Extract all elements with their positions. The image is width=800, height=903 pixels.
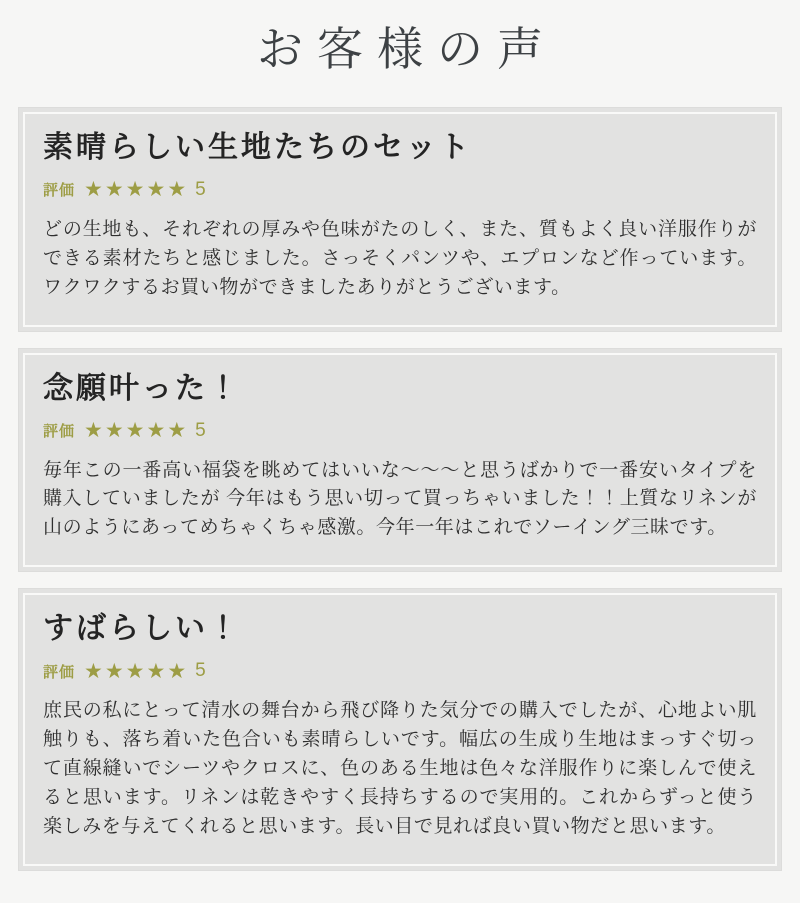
rating-row bbox=[43, 179, 757, 201]
rating-score: 5 bbox=[195, 419, 206, 441]
rating-row bbox=[43, 660, 757, 682]
rating-label: 評価 bbox=[43, 182, 76, 200]
review-title: すばらしい！ bbox=[43, 612, 241, 646]
rating-score: 5 bbox=[195, 660, 206, 682]
review-title: 素晴らしい生地たちのセット bbox=[43, 130, 472, 164]
rating-score: 5 bbox=[195, 178, 206, 200]
rating-label: 評価 bbox=[43, 663, 76, 681]
star-rating-icons: ★★★★★ bbox=[84, 419, 189, 443]
star-rating-icons: ★★★★★ bbox=[84, 178, 189, 202]
review-card bbox=[18, 107, 782, 332]
review-list bbox=[0, 107, 800, 903]
rating-label: 評価 bbox=[43, 423, 76, 441]
review-body: 毎年この一番高い福袋を眺めてはいいな～～～と思うばかりで一番安いタイプを購入していましたが 今年はもう思い切って買っちゃいました！！上質なリネンが山のようにあってめちゃくちゃ感激。今年一年はこれでソーイング三昧です。 bbox=[43, 459, 757, 539]
review-body: どの生地も、それぞれの厚みや色味がたのしく、また、質もよく良い洋服作りができる素材たちと感じました。さっそくパンツや、エプロンなど作っています。ワクワクするお買い物ができましたありがとうございます。 bbox=[43, 218, 757, 298]
review-card bbox=[18, 588, 782, 870]
star-rating-icons: ★★★★★ bbox=[84, 659, 189, 683]
page-title: お客様の声 bbox=[257, 24, 557, 75]
review-card bbox=[18, 348, 782, 573]
review-body: 庶民の私にとって清水の舞台から飛び降りた気分での購入でしたが、心地よい肌触りも、落ち着いた色合いも素晴らしいです。幅広の生成り生地はまっすぐ切って直線縫いでシーツやクロスに、色のある生地は色々な洋服作りに楽しんで使えると思います。リネンは乾きやすく長持ちするので実用的。これからずっと使う楽しみを与えてくれると思います。長い目で見れば良い買い物だと思います。 bbox=[43, 700, 757, 837]
rating-row bbox=[43, 420, 757, 442]
review-title: 念願叶った！ bbox=[43, 371, 241, 405]
